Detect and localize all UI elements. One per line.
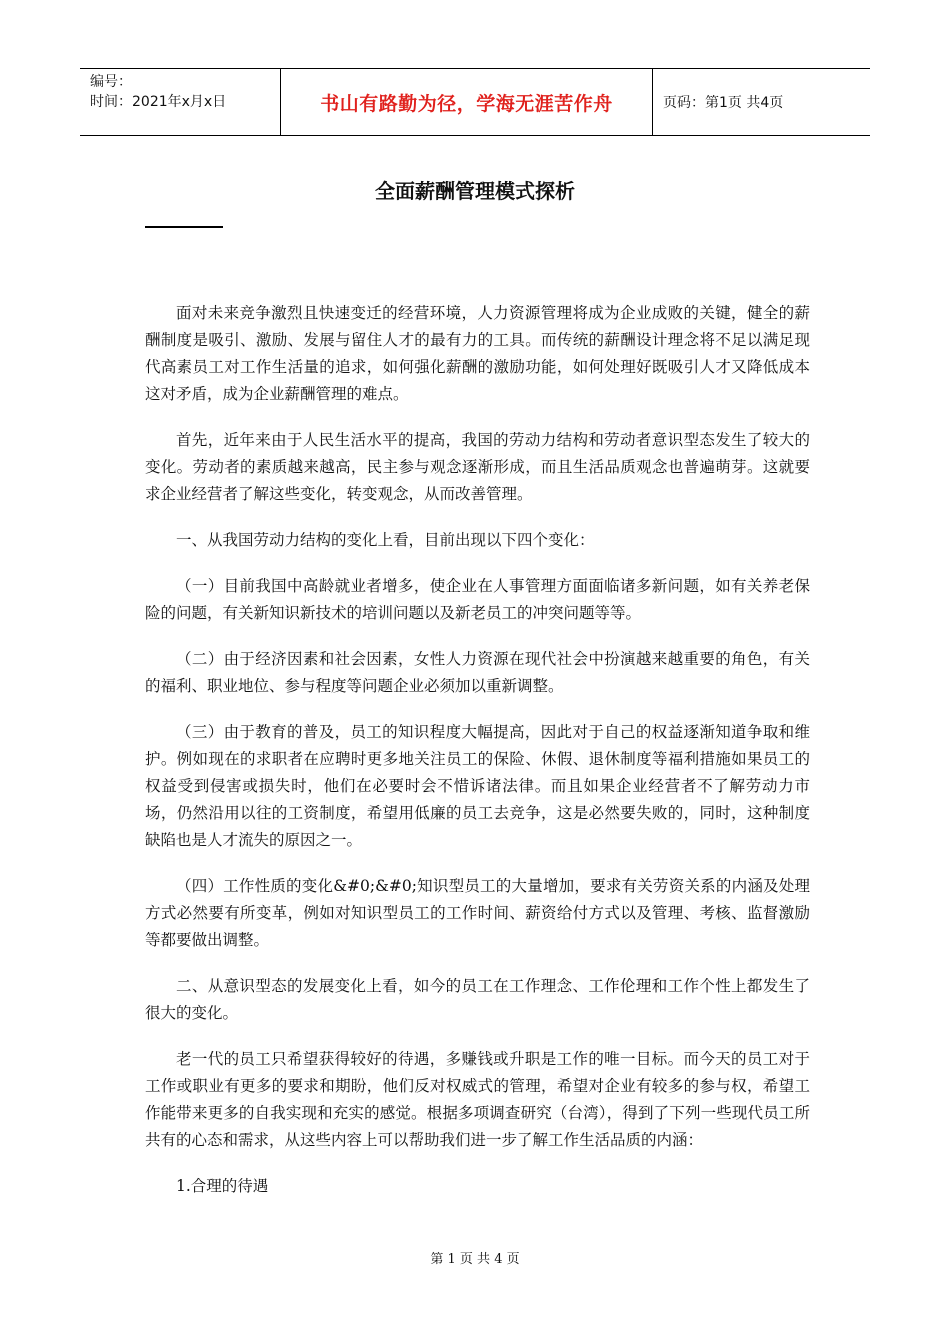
paragraph: 面对未来竞争激烈且快速变迁的经营环境，人力资源管理将成为企业成败的关键，健全的薪酬制度是吸引、激励、发展与留住人才的最有力的工具。而传统的薪酬设计理念将不足以满足现代高素员工对工作生活量的追求，如何强化薪酬的激励功能，如何处理好既吸引人才又降低成本这对矛盾，成为企业薪酬管理的难点。	[145, 304, 810, 403]
number-label: 编号：	[90, 74, 132, 90]
header-motto-cell	[280, 69, 653, 135]
paragraph: 首先，近年来由于人民生活水平的提高，我国的劳动力结构和劳动者意识型态发生了较大的变化。劳动者的素质越来越高，民主参与观念逐渐形成，而且生活品质观念也普遍萌芽。这就要求企业经营者了解这些变化，转变观念，从而改善管理。	[145, 431, 810, 503]
paragraph: 二、从意识型态的发展变化上看，如今的员工在工作理念、工作伦理和工作个性上都发生了很大的变化。	[145, 977, 810, 1022]
paragraph: （四）工作性质的变化&#0;&#0;知识型员工的大量增加，要求有关劳资关系的内涵及处理方式必然要有所变革，例如对知识型员工的工作时间、薪资给付方式以及管理、考核、监督激励等都要做出调整。	[145, 877, 810, 949]
paragraph: 老一代的员工只希望获得较好的待遇，多赚钱或升职是工作的唯一目标。而今天的员工对于工作或职业有更多的要求和期盼，他们反对权威式的管理，希望对企业有较多的参与权，希望工作能带来更多的自我实现和充实的感觉。根据多项调查研究（台湾），得到了下列一些现代员工所共有的心态和需求，从这些内容上可以帮助我们进一步了解工作生活品质的内涵：	[145, 1050, 810, 1149]
page-info: 页码：第1页 共4页	[663, 95, 784, 111]
document-title: 全面薪酬管理模式探析	[375, 179, 575, 203]
page-header	[80, 68, 870, 136]
page-footer: 第 1 页 共 4 页	[430, 1252, 520, 1267]
header-page-info-cell	[653, 69, 870, 135]
paragraph: （三）由于教育的普及，员工的知识程度大幅提高，因此对于自己的权益逐渐知道争取和维护。例如现在的求职者在应聘时更多地关注员工的保险、休假、退休制度等福利措施如果员工的权益受到侵害或损失时，他们在必要时会不惜诉诸法律。而且如果企业经营者不了解劳动力市场，仍然沿用以往的工资制度，希望用低廉的员工去竞争，这是必然要失败的，同时，这种制度缺陷也是人才流失的原因之一。	[145, 723, 810, 849]
header-meta	[80, 69, 280, 135]
title-underline	[145, 226, 223, 228]
paragraph: （二）由于经济因素和社会因素，女性人力资源在现代社会中扮演越来越重要的角色，有关的福利、职业地位、参与程度等问题企业必须加以重新调整。	[145, 650, 810, 695]
paragraph: 1.合理的待遇	[176, 1177, 269, 1195]
paragraph: 一、从我国劳动力结构的变化上看，目前出现以下四个变化：	[176, 531, 595, 549]
motto: 书山有路勤为径，学海无涯苦作舟	[320, 92, 613, 115]
document-body	[145, 300, 810, 1219]
paragraph: （一）目前我国中高龄就业者增多，使企业在人事管理方面面临诸多新问题，如有关养老保险的问题，有关新知识新技术的培训问题以及新老员工的冲突问题等等。	[145, 577, 810, 622]
time-label: 时间：2021年x月x日	[90, 94, 227, 110]
